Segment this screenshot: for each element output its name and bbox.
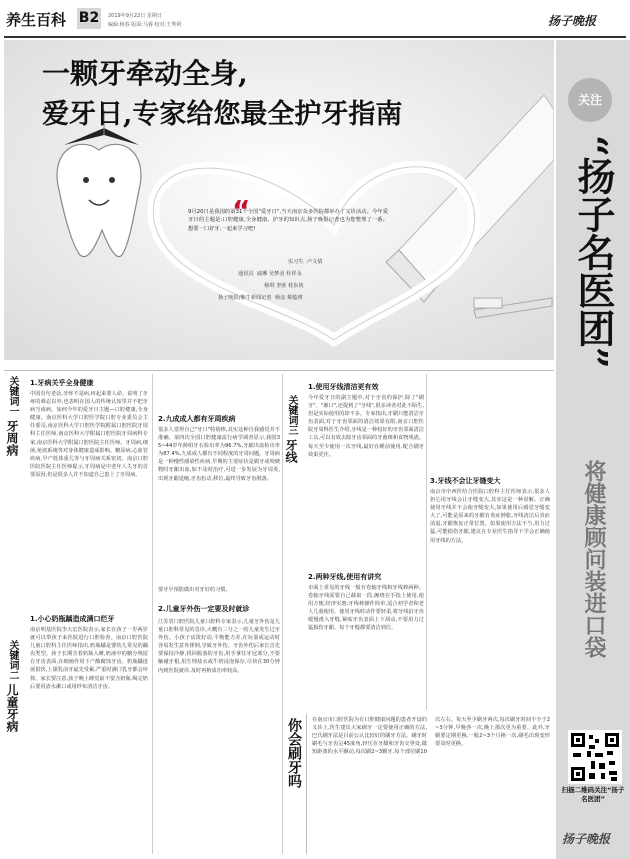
column-divider <box>152 374 153 854</box>
sidebar-title: “扬子名医团” <box>571 135 616 369</box>
key1-section2-text: 很多人觉得自己"牙口"特别棒,其实这种自我感觉并不准确。第四次全国口腔健康流行病学调查显示,我国35~44岁年龄组牙石检出率为96.7%,牙龈出血检出率为87.4%,九成成人都有不同程度的牙周问题。牙周病是一种慢性感染性疾病,早期的主要症状是刷牙或咬硬物时牙龈出血,如不及时治疗,可进一步发展为牙周炎,出现牙龈退缩,牙齿松动,移位,最终导致牙齿脱落。 <box>158 427 280 482</box>
key3-section2-cont <box>430 376 550 476</box>
intro-text: 9月20日是我国的第31个全国"爱牙日",当天南京众多医院都举办了义诊活动。今年爱牙日的主题是:口腔健康,全身健康。护牙的知识点,扬子晚报记者也为您整理了一番。想要一口好牙,一起来学习吧! <box>188 209 388 232</box>
keyword-1-word: 牙周病 <box>5 420 19 456</box>
key1-section1-cont <box>158 376 280 406</box>
key3-section1-text: 今年爱牙日的副主题中,对于牙齿的保护,除了"刷牙"、"漱口",还提到了"牙线",很多读者对此不陌生,但是实际使用的却不多。专家指出,牙刷只能清洁牙齿表面,对于牙齿邻面的清洁效果有限,南京口腔医院牙周科医生介绍,牙线是一种较好的牙齿邻面清洁工具,可以有效去除牙齿邻面的牙菌斑和食物残渣。每天至少使用一次牙线,最好在睡前使用,配合刷牙效果更佳。 <box>308 395 424 458</box>
key2-section2-title: 2.儿童牙外伤一定要及时就诊 <box>158 605 250 613</box>
keyword-3-word: 牙线 <box>284 439 298 463</box>
byline-correspondents-2: 杨琪 李匪 桂东侠 <box>264 283 304 289</box>
headline-line-1: 一颗牙牵动全身, <box>42 57 248 90</box>
key1-section2-title: 2.九成成人都有牙周疾病 <box>158 415 236 423</box>
keyword-4-title-box <box>285 718 307 858</box>
keyword-3-label <box>284 395 304 505</box>
key1-section1-title: 1.牙病关乎全身健康 <box>30 379 94 387</box>
keyword-2-word: 儿童牙病 <box>5 684 19 732</box>
quote-mark-icon: “ <box>232 194 251 227</box>
keyword-4-title: 你会刷牙吗 <box>286 718 302 788</box>
key2-section2-text: 江苏省口腔医院儿童口腔科专家表示,儿童牙外伤是儿童口腔科常见的急诊,大概有三分之一的儿童发生过牙外伤。小孩子活泼好动,平衡能力差,在玩耍或运动时容易发生意外摔倒,导致牙外伤。牙齿外伤后家长首先要保持冷静,找回脱落的牙齿,用手拿住牙冠部分,不要触碰牙根,用生理盐水或牛奶浸泡保存,尽快在30分钟内到医院就诊,及时再植成功率较高。 <box>158 619 280 674</box>
sidebar <box>556 40 630 859</box>
header-bar <box>0 0 630 40</box>
byline-intern: 实习生 卢文倩 <box>288 259 323 265</box>
intro-box <box>188 208 388 318</box>
key3-section3-title: 3.牙线不会让牙缝变大 <box>430 477 501 485</box>
key3-section1-title: 1.使用牙线清洁更有效 <box>308 383 379 391</box>
byline-reporters: 扬子晚报/紫牛新闻记者 杨彦 蔡蕴瑛 <box>218 295 303 301</box>
section-rule <box>4 370 554 371</box>
keyword-1-label <box>5 376 25 516</box>
key2-section1-title: 1.小心奶瓶龋造成满口烂牙 <box>30 615 115 623</box>
key2-section1-text: 南京明基医院李大宏医院表示,家长在孩子一岁两岁就可以带孩子来医院进行口腔检查。南京口腔医院儿童口腔科主任医师指出,奶瓶龋是婴幼儿常见的龋齿类型。孩子长期含着奶瓶入睡,奶液中的糖分残留在牙齿表面,在细菌作用下产酸腐蚀牙齿。奶瓶龋进展很快,上颌乳前牙最先受累,严重时满口乳牙都会坏掉。家长要注意,孩子晚上睡觉前不要含奶瓶,喝完奶后要用清水漱口或用纱布清洁牙齿。 <box>30 627 148 690</box>
keyword-1-label-text: 关键词一 <box>7 376 18 416</box>
key4-rule <box>306 714 307 854</box>
headline-line-2: 爱牙日,专家给您最全护牙指南 <box>42 99 403 130</box>
header-rule <box>4 36 626 38</box>
issue-date: 2019年9月22日 星期日 <box>108 13 162 19</box>
page-number: B2 <box>77 8 101 29</box>
sidebar-label-text: 关注 <box>577 93 602 107</box>
editor-credits: 编辑:杨春 版面:马睿 校对:王秀利 <box>108 22 182 28</box>
keyword-2-label <box>5 640 25 790</box>
key1-section1-text: 中国有句老话,牙疼不是病,疼起来要人命。说明了牙疼的难忍以外,也表明在国人的传统认知里并不把牙病当成病。如何今年的爱牙日主题—口腔健康,全身健康。南京医科大学口腔医学院口腔专业委员会主任委员,南京医科大学口腔医学院附属口腔医院牙周科主任医师,南京医科大学附属口腔医院牙周病科专家,南京医科大学附属口腔医院主任医师。牙周病,细菌,免疫系统等对身体健康造成影响。糖尿病,心血管疾病,早产低体重儿等与牙周病关系密切。南京口腔医院医院主任医师提示,牙周病是中老年人失牙的首要原因,但是很多人并不知道自己患上了牙周病。 <box>30 391 148 478</box>
key4-text: 在南京市口腔医院为有口腔健康问题的患者开设的义诊上,医生建议大家刷牙一定要使用正确的方法,巴氏刷牙法是目前公认比较好的刷牙方法。刷牙时刷毛与牙齿呈45度角,轻压在牙龈和牙齿交界处,做短距离的水平颤动,每次刷2~3颗牙,每个部位刷10次左右。每天至少刷牙两次,每次刷牙时间不少于2~3分钟,早晚各一次,晚上那次更为重要。此外,牙刷要定期更换,一般2~3个月换一次,刷毛出现变形要及时更换。 <box>312 717 550 756</box>
keyword-2-label-text: 关键词二 <box>7 640 18 680</box>
sidebar-subtitle: 将健康顾问装进口袋 <box>581 460 606 658</box>
masthead-logo: 扬子晚报 <box>548 14 597 28</box>
keyword-3-label-text: 关键词三 <box>286 395 297 435</box>
qr-caption: 扫描二维码关注“扬子名医团” <box>561 786 625 803</box>
qr-code-icon <box>571 733 619 781</box>
key1-note: 要牙早预防做出对牙好的习惯。 <box>158 587 231 593</box>
key3-section2-title: 2.两种牙线,使用有讲究 <box>308 573 382 581</box>
key3-section2-text: 市面上常见的牙线一般有卷轴牙线和牙线棒两种。卷轴牙线需要自己截取一段,缠绕在手指上使用,使用方便,经济实惠;牙线棒操作简单,适合初学者和老人儿童使用。使用牙线时动作要轻柔,将牙线沿牙齿缓慢滑入牙缝,紧贴牙齿表面上下刮动,不要用力过猛损伤牙龈。每个牙缝都要清洁到位。 <box>308 585 424 632</box>
column-divider <box>426 374 427 710</box>
footer-masthead: 扬子晚报 <box>562 832 611 846</box>
column-divider <box>282 374 283 854</box>
key3-section3-text: 南京市中西医结合医院口腔科主任医师表示,很多人担心用牙线会让牙缝变大,其实这是一种误解。正确使用牙线并不会使牙缝变大,如果使用后感觉牙缝变大了,可能是原来的牙龈有炎症肿胀,牙线清洁后炎症消退,牙龈恢复正常位置。如果使用方法不当,用力过猛,可能损伤牙龈,建议在专业医生指导下学会正确使用牙线的方法。 <box>430 489 550 544</box>
sidebar-label <box>568 78 612 122</box>
section-name: 养生百科 <box>6 11 67 29</box>
byline-correspondents: 通讯员 戚琳 吴梦羽 杜祥永 <box>238 271 302 277</box>
qr-code[interactable] <box>568 730 622 784</box>
